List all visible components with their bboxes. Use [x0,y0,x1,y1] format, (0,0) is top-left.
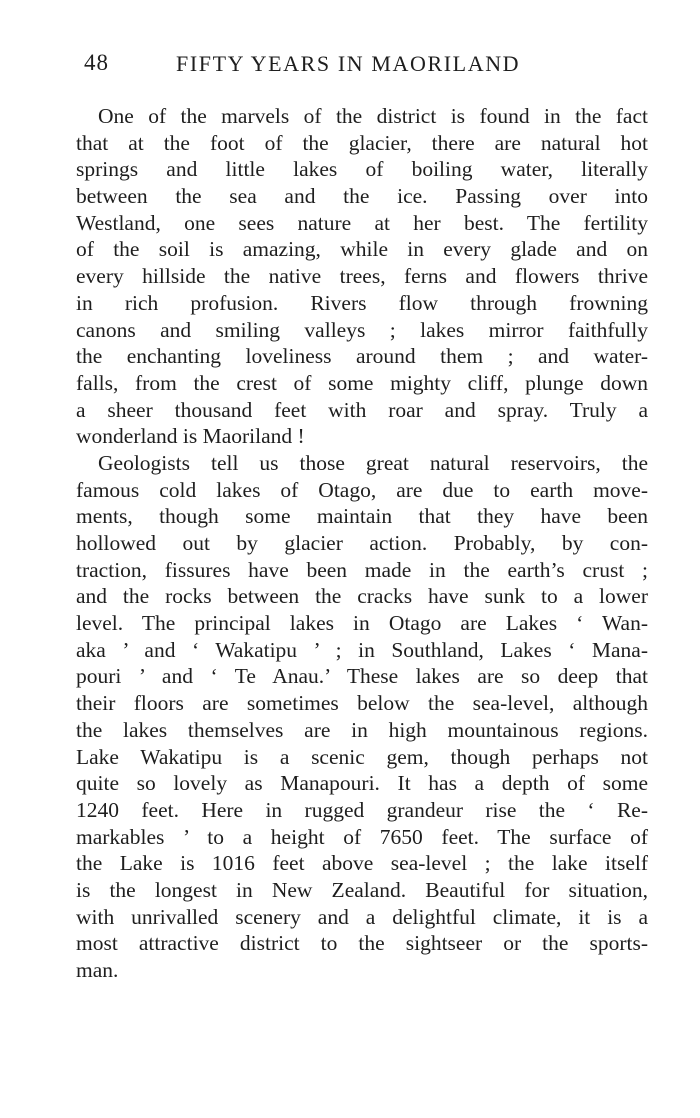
text-line: Westland, one sees nature at her best. The fertility [76,210,648,235]
paragraph-lakes [76,450,648,984]
text-line: between the sea and the ice. Passing over into [76,184,648,209]
text-line: in rich profusion. Rivers flow through frowning [76,290,648,315]
text-line: wonderland is Maoriland ! [76,424,305,449]
text-line: is the longest in New Zealand. Beautiful for situation, [76,877,648,902]
text-line: quite so lovely as Manapouri. It has a depth of some [76,771,648,796]
paragraph-glaciers [76,103,648,450]
text-line: 1240 feet. Here in rugged grandeur rise the ‘ Re- [76,797,648,822]
text-line: level. The principal lakes in Otago are Lakes ‘ Wan- [76,611,648,636]
body-text [76,103,648,984]
text-line: aka ’ and ‘ Wakatipu ’ ; in Southland, Lakes ‘ Mana- [76,637,648,662]
running-title: FIFTY YEARS IN MAORILAND [176,51,521,76]
text-line: a sheer thousand feet with roar and spray. Truly a [76,397,648,422]
page-number: 48 [84,50,109,75]
text-line: the lakes themselves are in high mountainous regions. [76,717,648,742]
text-line: traction, fissures have been made in the earth’s crust ; [76,557,648,582]
text-line: that at the foot of the glacier, there are natural hot [76,130,648,155]
text-line: and the rocks between the cracks have sunk to a lower [76,584,648,609]
text-line: most attractive district to the sightseer or the sports- [76,931,648,956]
text-line: canons and smiling valleys ; lakes mirror faithfully [76,317,648,342]
text-line: One of the marvels of the district is found in the fact [98,104,648,128]
text-line: pouri ’ and ‘ Te Anau.’ These lakes are so deep that [76,664,648,689]
text-line: famous cold lakes of Otago, are due to earth move- [76,477,648,502]
text-line: ments, though some maintain that they have been [76,504,648,529]
text-line: the enchanting loveliness around them ; and water- [76,344,648,369]
text-line: man. [76,958,119,982]
text-line: the Lake is 1016 feet above sea-level ; the lake itself [76,851,648,876]
text-line: Geologists tell us those great natural reservoirs, the [98,450,648,475]
text-line: Lake Wakatipu is a scenic gem, though perhaps not [76,744,648,769]
text-line: markables ’ to a height of 7650 feet. The surface of [76,824,648,849]
text-line: their floors are sometimes below the sea-level, although [76,691,648,716]
text-line: with unrivalled scenery and a delightful climate, it is a [76,904,648,929]
text-line: falls, from the crest of some mighty cliff, plunge down [76,370,648,395]
text-line: hollowed out by glacier action. Probably, by con- [76,531,648,555]
text-line: every hillside the native trees, ferns and flowers thrive [76,264,648,289]
page-header [84,50,650,90]
text-line: springs and little lakes of boiling water, literally [76,157,648,182]
text-line: of the soil is amazing, while in every glade and on [76,237,648,262]
